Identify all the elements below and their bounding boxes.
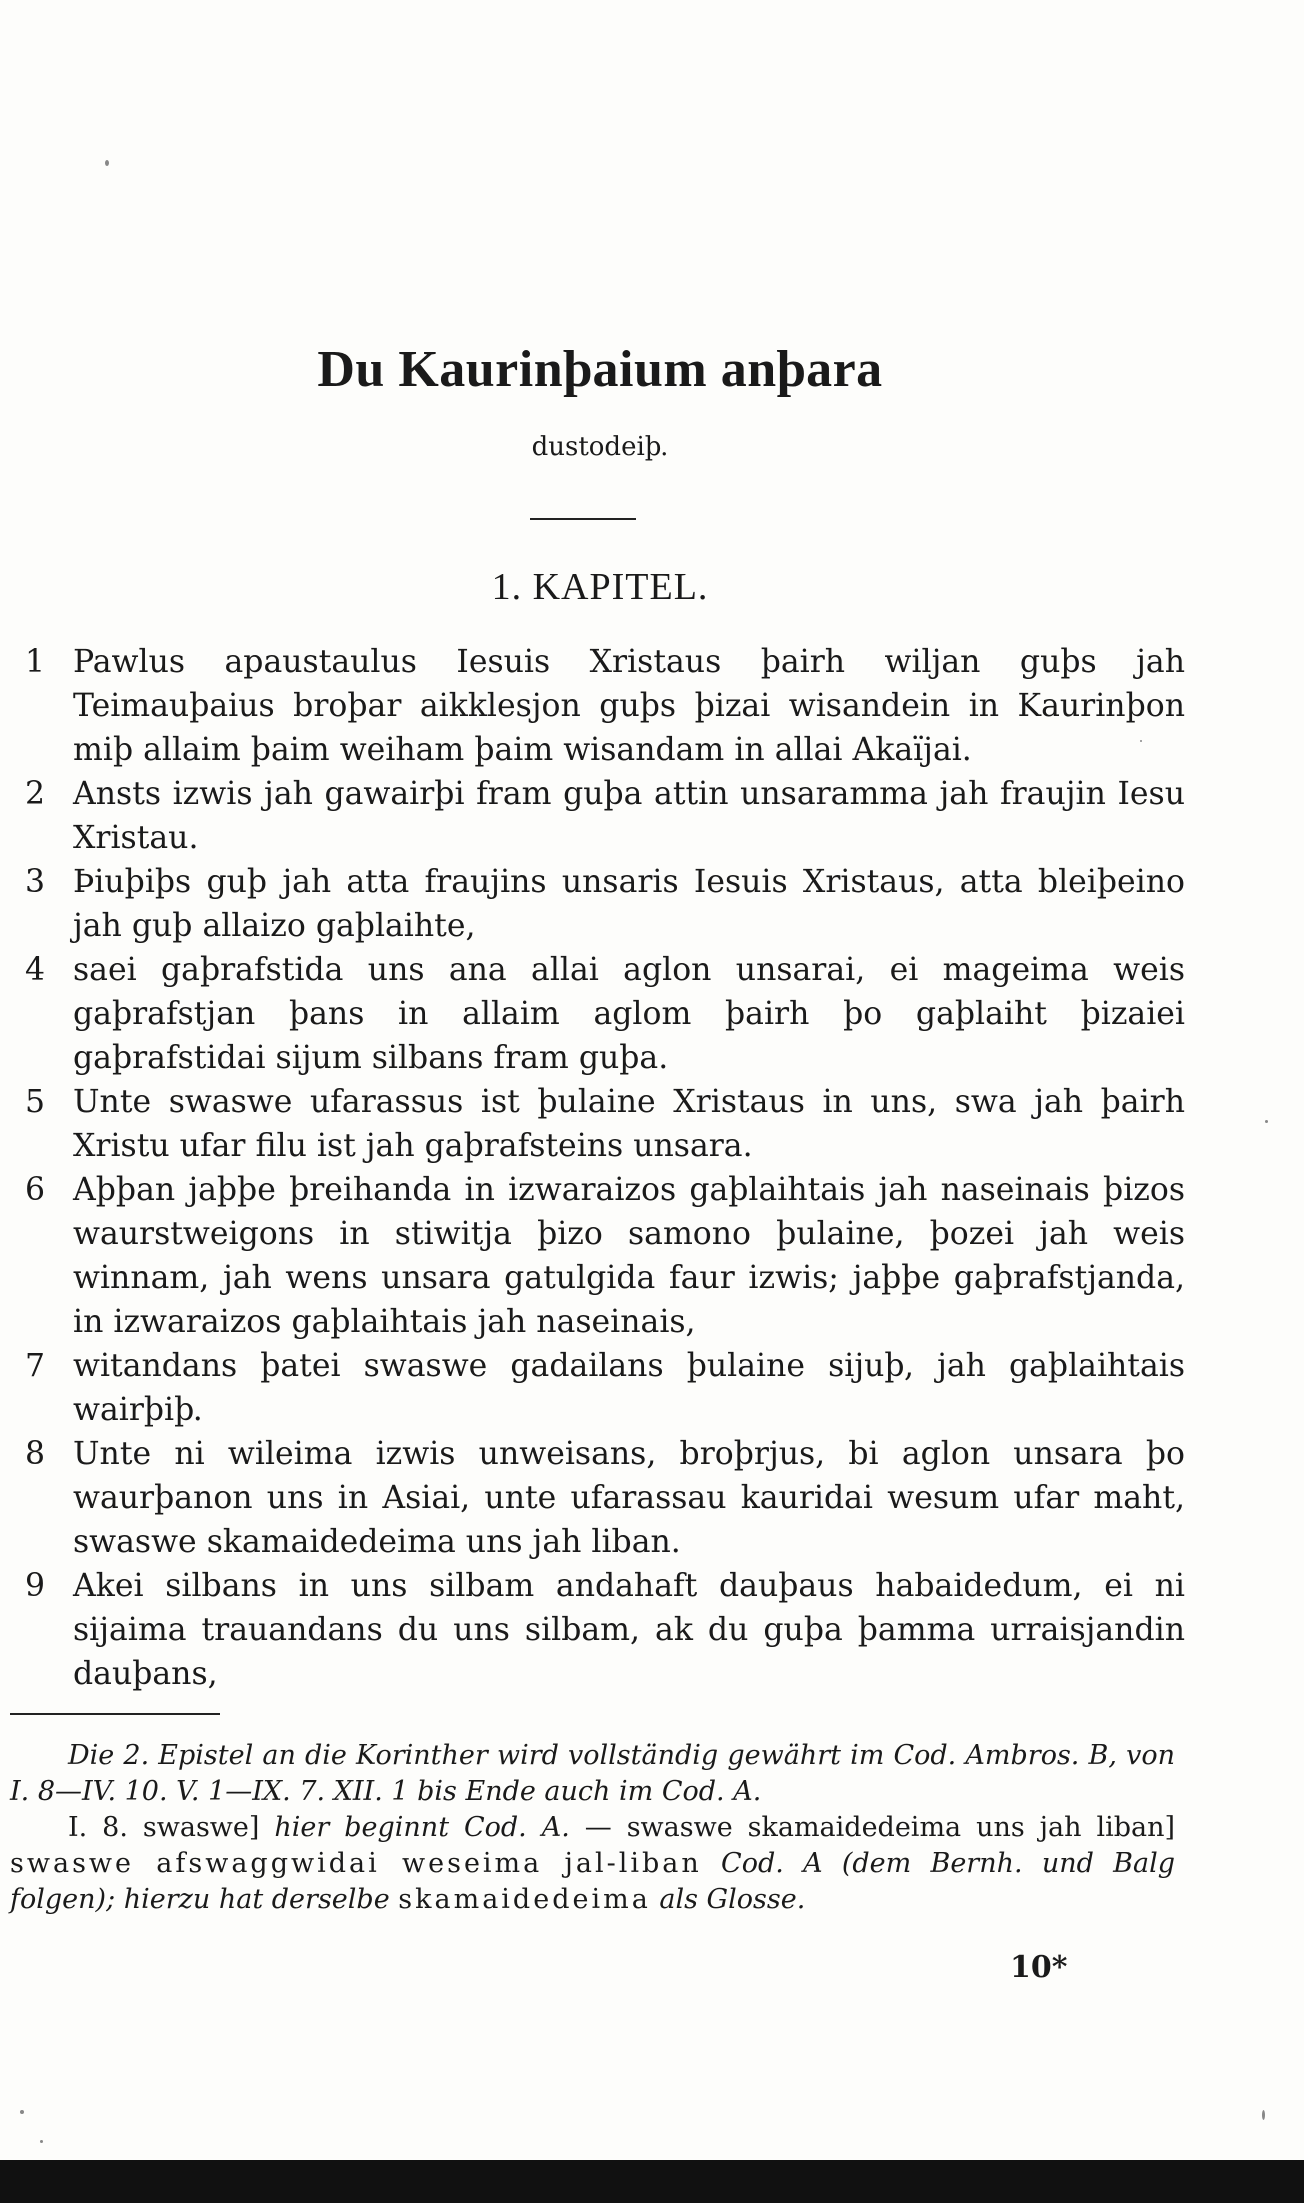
verse-text: Aþþan jaþþe þreihanda in izwaraizos gaþlaihtais jah naseinais þizos waurstweigons in stiwitja þizo samono þulaine, þozei jah weis winnam, jah wens unsara gatulgida faur izwis; jaþþe gaþrafstjanda, in izwaraizos gaþlaihtais jah naseinais,	[73, 1172, 1185, 1340]
chapter-heading: 1. KAPITEL.	[491, 566, 709, 608]
footnote-2-gloss-label: als Glosse.	[659, 1884, 806, 1915]
verse	[25, 640, 1185, 772]
page-number: 10*	[1010, 1950, 1068, 1985]
page-title: Du Kaurinþaium anþara	[317, 341, 883, 398]
verse-number: 7	[25, 1348, 46, 1384]
footnote-2-variant: swaswe afswaggwidai weseima jal-liban	[10, 1848, 702, 1879]
verse-number: 9	[25, 1568, 46, 1604]
scan-speck	[1140, 740, 1142, 742]
scan-speck	[20, 2110, 24, 2114]
verse-text: saei gaþrafstida uns ana allai aglon unsarai, ei mageima weis gaþrafstjan þans in allaim aglom þairh þo gaþlaiht þizaiei gaþrafstidai sijum silbans fram guþa.	[73, 952, 1185, 1076]
footnote-1: Die 2. Epistel an die Korinther wird vollständig gewährt im Cod. Ambros. B, von I. 8—IV. 10. V. 1—IX. 7. XII. 1 bis Ende auch im Cod. A.	[10, 1740, 1175, 1807]
footnote-2-ref: I. 8. swaswe]	[68, 1812, 260, 1843]
footnote-divider	[10, 1713, 220, 1715]
verse-number: 2	[25, 776, 46, 812]
footnote-2-source: Cod. A (dem Bernh. und Balg folgen); hierzu hat derselbe	[10, 1848, 1175, 1915]
verse-number: 8	[25, 1436, 46, 1472]
verse-text: Ansts izwis jah gawairþi fram guþa attin unsaramma jah fraujin Iesu Xristau.	[73, 776, 1185, 856]
verse-list	[25, 640, 1185, 1696]
verse-text: witandans þatei swaswe gadailans þulaine sijuþ, jah gaþlaihtais wairþiþ.	[73, 1348, 1185, 1428]
verse	[25, 772, 1185, 860]
verse-number: 1	[25, 644, 46, 680]
verse	[25, 1344, 1185, 1432]
verse-text: Unte ni wileima izwis unweisans, broþrjus, bi aglon unsara þo waurþanon uns in Asiai, unte ufarassau kauridai wesum ufar maht, swaswe skamaidedeima uns jah liban.	[73, 1436, 1185, 1560]
scan-bottom-edge	[0, 2160, 1304, 2203]
verse	[25, 1432, 1185, 1564]
footnote-2	[10, 1810, 1175, 1918]
verse	[25, 1080, 1185, 1168]
verse	[25, 1564, 1185, 1696]
verse-number: 5	[25, 1084, 46, 1120]
verse-text: Unte swaswe ufarassus ist þulaine Xristaus in uns, swa jah þairh Xristu ufar filu ist jah gaþrafsteins unsara.	[73, 1084, 1185, 1164]
scan-speck	[40, 2140, 43, 2143]
verse-text: Akei silbans in uns silbam andahaft dauþaus habaidedum, ei ni sijaima trauandans du uns silbam, ak du guþa þamma urraisjandin dauþans,	[73, 1568, 1185, 1692]
footnote-2-note: hier beginnt Cod. A.	[274, 1812, 570, 1843]
footnotes	[10, 1738, 1175, 1918]
verse	[25, 860, 1185, 948]
footnote-2-gloss-word: skamaidedeima	[398, 1884, 651, 1915]
verse-number: 4	[25, 952, 46, 988]
title-divider	[530, 518, 636, 520]
scan-speck	[105, 160, 109, 166]
verse	[25, 1168, 1185, 1344]
footnote-2-lemma: — swaswe skamaidedeima uns jah liban]	[584, 1812, 1176, 1843]
scan-speck	[1262, 2110, 1265, 2120]
verse-text: Pawlus apaustaulus Iesuis Xristaus þairh wiljan guþs jah Teimauþaius broþar aikklesjon guþs þizai wisandein in Kaurinþon miþ allaim þaim weiham þaim wisandam in allai Akaïjai.	[73, 644, 1185, 768]
verse	[25, 948, 1185, 1080]
verse-number: 6	[25, 1172, 46, 1208]
verse-number: 3	[25, 864, 46, 900]
page-subtitle: dustodeiþ.	[531, 432, 669, 462]
verse-text: Þiuþiþs guþ jah atta fraujins unsaris Iesuis Xristaus, atta bleiþeino jah guþ allaizo gaþlaihte,	[73, 864, 1185, 944]
scan-speck	[1265, 1120, 1268, 1123]
